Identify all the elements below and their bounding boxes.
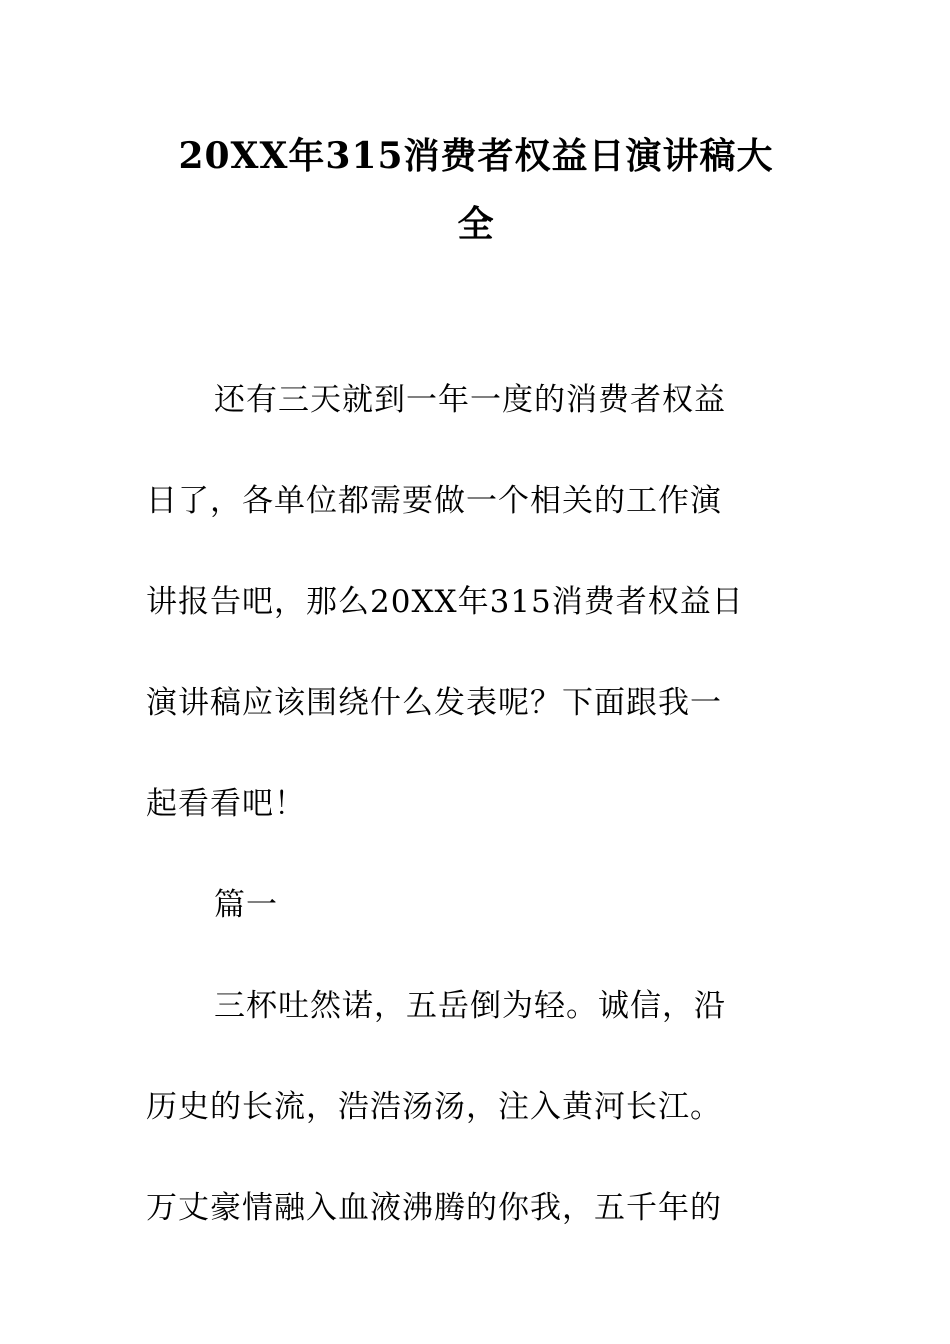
section-heading-text: 篇一 [214, 887, 278, 923]
title-line-1: 20XX年315消费者权益日演讲稿大 [178, 135, 774, 177]
paragraph-line: 历史的长流，浩浩汤汤，注入黄河长江。 [146, 1089, 722, 1125]
document-title [146, 122, 806, 258]
paragraph-line: 起看看吧！ [146, 786, 306, 822]
paragraph-line: 讲报告吧，那么20XX年315消费者权益日 [146, 584, 744, 620]
paragraph-line: 日了，各单位都需要做一个相关的工作演 [146, 483, 722, 519]
paragraph-line: 演讲稿应该围绕什么发表呢？下面跟我一 [146, 685, 722, 721]
section-paragraph [146, 956, 786, 1259]
paragraph-line: 万丈豪情融入血液沸腾的你我，五千年的 [146, 1190, 722, 1226]
section-heading [146, 855, 786, 956]
intro-paragraph [146, 350, 786, 855]
paragraph-line: 还有三天就到一年一度的消费者权益 [214, 382, 726, 418]
paragraph-line: 三杯吐然诺，五岳倒为轻。诚信，沿 [214, 988, 726, 1024]
title-line-2: 全 [457, 203, 495, 245]
